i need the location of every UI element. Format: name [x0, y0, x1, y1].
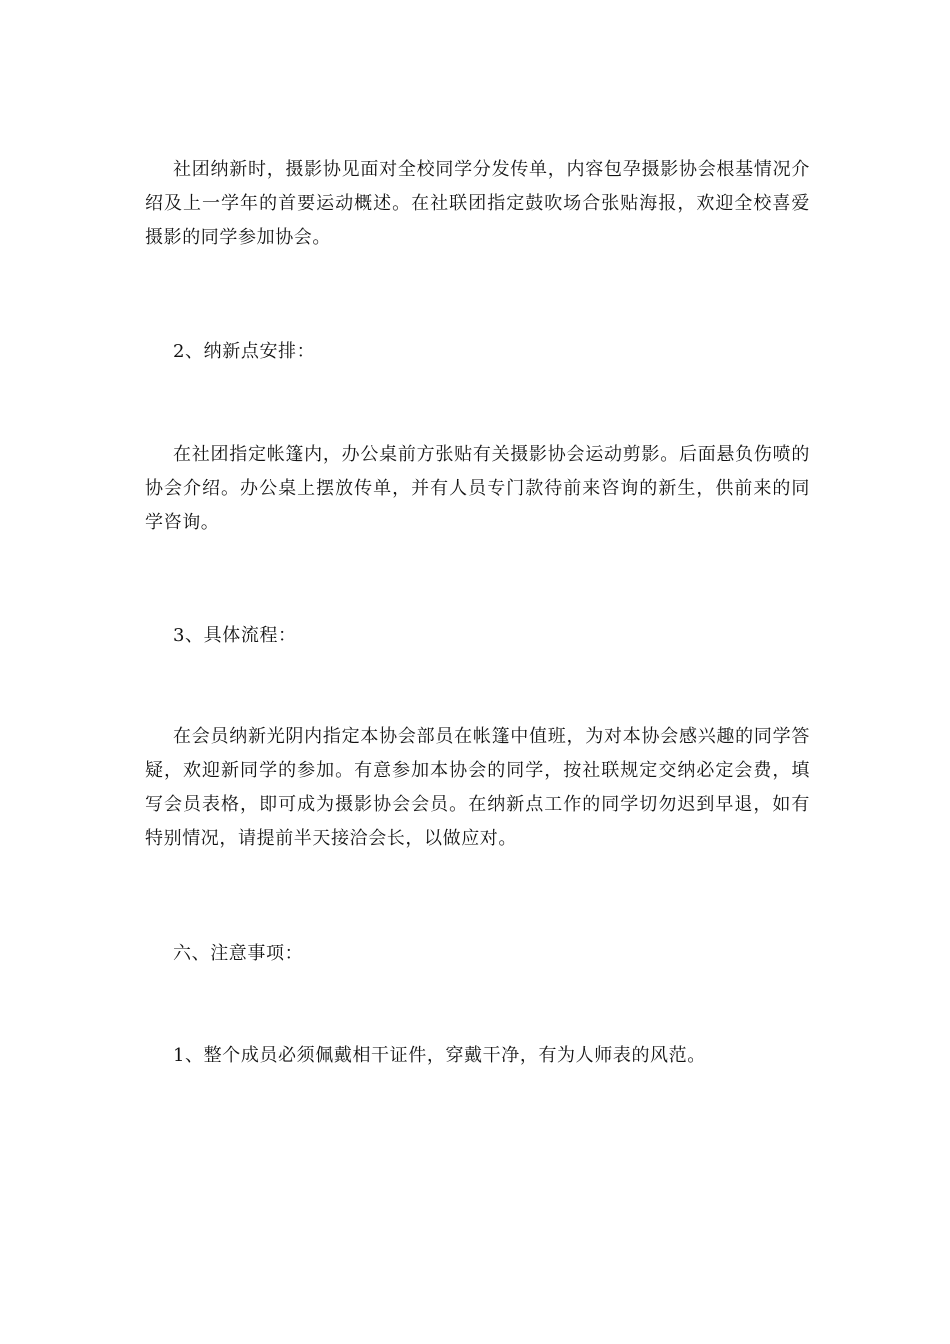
paragraph-note-1: 1、整个成员必须佩戴相干证件，穿戴干净，有为人师表的风范。: [173, 1045, 706, 1066]
heading-process: 3、具体流程：: [173, 625, 297, 646]
heading-recruit-location: 2、纳新点安排：: [173, 341, 316, 362]
paragraph-promotion: 社团纳新时，摄影协见面对全校同学分发传单，内容包孕摄影协会根基情况介绍及上一学年的首要运动概述。在社联团指定鼓吹场合张贴海报，欢迎全校喜爱摄影的同学参加协会。: [145, 159, 810, 248]
paragraph-recruit-location: 在社团指定帐篷内，办公桌前方张贴有关摄影协会运动剪影。后面悬负伤喷的协会介绍。办公桌上摆放传单，并有人员专门款待前来咨询的新生，供前来的同学咨询。: [145, 444, 810, 533]
paragraph-process: 在会员纳新光阴内指定本协会部员在帐篷中值班，为对本协会感兴趣的同学答疑，欢迎新同学的参加。有意参加本协会的同学，按社联规定交纳必定会费，填写会员表格，即可成为摄影协会会员。在纳新点工作的同学切勿迟到早退，如有特别情况，请提前半天接洽会长，以做应对。: [145, 726, 810, 849]
heading-notes: 六、注意事项：: [173, 943, 304, 964]
